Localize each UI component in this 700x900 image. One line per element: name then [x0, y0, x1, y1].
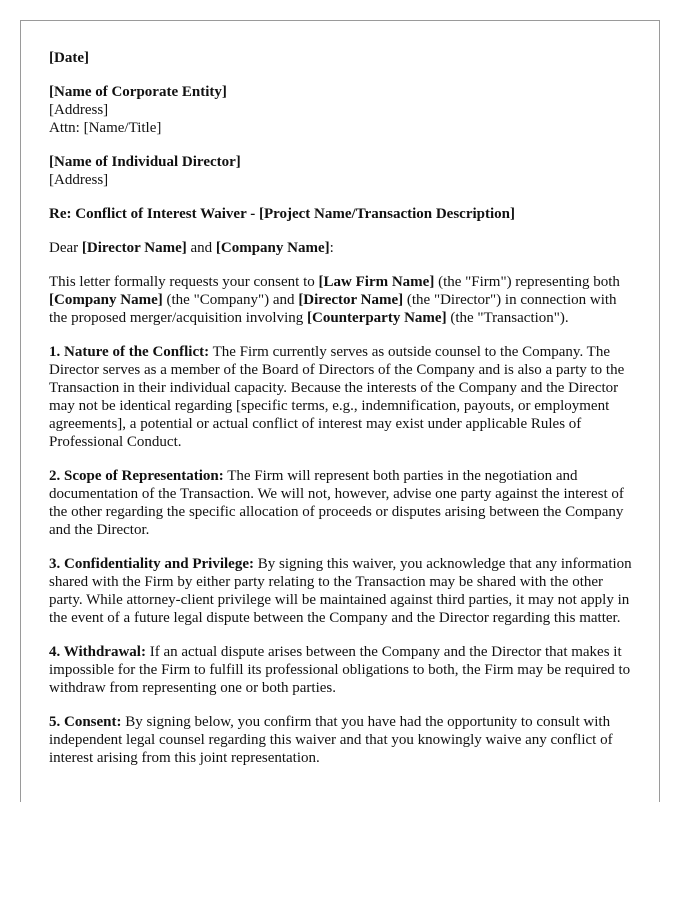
corporate-entity-name: [Name of Corporate Entity]: [49, 84, 227, 100]
recipient-director-block: [49, 153, 633, 189]
intro-text-2: (the "Firm") representing both: [438, 274, 620, 290]
section-title: 1. Nature of the Conflict:: [49, 344, 210, 360]
salutation: [49, 239, 633, 257]
section-confidentiality-privilege: [49, 555, 633, 627]
individual-director-name: [Name of Individual Director]: [49, 154, 241, 170]
section-title: 2. Scope of Representation:: [49, 468, 224, 484]
attn-value: [Name/Title]: [83, 120, 162, 136]
section-title: 4. Withdrawal:: [49, 644, 146, 660]
section-title: 5. Consent:: [49, 714, 122, 730]
section-withdrawal: [49, 643, 633, 697]
intro-company: [Company Name]: [49, 292, 163, 308]
attn-prefix: Attn:: [49, 120, 80, 136]
section-text: By signing below, you confirm that you have had the opportunity to consult with independent legal counsel regarding this waiver and that you knowingly waive any conflict of interest arising from this joint representation.: [49, 714, 613, 766]
letter-page: [20, 20, 660, 802]
intro-director: [Director Name]: [298, 292, 404, 308]
section-consent: [49, 713, 633, 767]
intro-text-3: (the "Company") and: [166, 292, 295, 308]
section-nature-of-conflict: [49, 343, 633, 451]
salutation-suffix: :: [329, 240, 334, 256]
intro-text-4: (the "Director") in connection with the proposed merger/acquisition involving: [49, 292, 617, 326]
section-text: By signing this waiver, you acknowledge that any information shared with the Firm by either party relating to the Transaction may be shared with the other party. While attorney-client privilege will be maintained against third parties, it may not apply in the event of a future legal dispute between the Company and the Director regarding this matter.: [49, 556, 632, 626]
section-scope-of-representation: [49, 467, 633, 539]
section-text: If an actual dispute arises between the Company and the Director that makes it impossible for the Firm to fulfill its professional obligations to both, the Firm may be required to withdraw from representing one or both parties.: [49, 644, 631, 696]
subject-text: Re: Conflict of Interest Waiver - [Project Name/Transaction Description]: [49, 206, 516, 222]
date-block: [49, 49, 633, 67]
intro-law-firm: [Law Firm Name]: [318, 274, 435, 290]
salutation-and: and: [190, 240, 213, 256]
director-address: [Address]: [49, 172, 109, 188]
salutation-director-name: [Director Name]: [81, 240, 187, 256]
attn-line: [49, 119, 633, 137]
recipient-corporate-block: [49, 83, 633, 137]
section-text: The Firm currently serves as outside counsel to the Company. The Director serves as a member of the Board of Directors of the Company and is also a party to the Transaction in their individual capacity. Because the interests of the Company and the Director may not be identical regarding [specific terms, e.g., indemnification, payouts, or employment agreements], a potential or actual conflict of interest may exist under applicable Rules of Professional Conduct.: [49, 344, 625, 450]
salutation-prefix: Dear: [49, 240, 79, 256]
subject-line: [49, 205, 633, 223]
corporate-address: [Address]: [49, 102, 109, 118]
intro-counterparty: [Counterparty Name]: [307, 310, 447, 326]
salutation-company-name: [Company Name]: [215, 240, 330, 256]
section-text: The Firm will represent both parties in the negotiation and documentation of the Transaction. We will not, however, advise one party against the interest of the other regarding the specific allocation of proceeds or disputes arising between the Company and the Director.: [49, 468, 624, 538]
intro-text-1: This letter formally requests your consent to: [49, 274, 315, 290]
letter-content: [49, 49, 633, 783]
date-placeholder: [Date]: [49, 50, 89, 66]
intro-text-5: (the "Transaction").: [450, 310, 569, 326]
section-title: 3. Confidentiality and Privilege:: [49, 556, 254, 572]
intro-paragraph: [49, 273, 633, 327]
